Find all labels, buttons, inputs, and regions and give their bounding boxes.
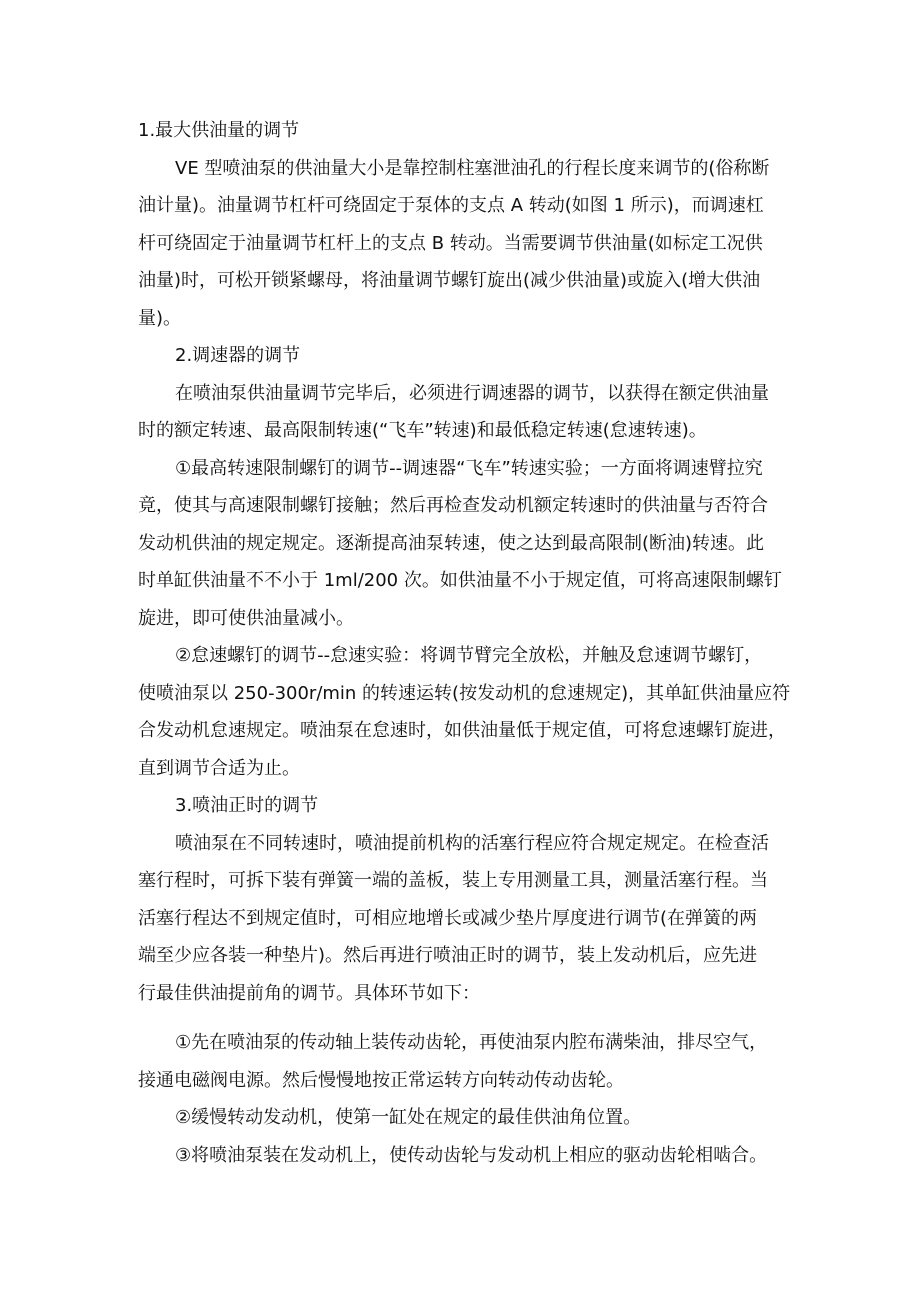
paragraph-line: 发动机供油的规定规定。逐渐提高油泵转速，使之达到最高限制(断油)转速。此 [138,532,765,554]
section-heading: 2.调速器的调节 [175,345,301,366]
paragraph-line: 喷油泵在不同转速时，喷油提前机构的活塞行程应符合规定规定。在检查活 [175,832,769,854]
paragraph-line: 活塞行程达不到规定值时，可相应地增长或减少垫片厚度进行调节(在弹簧的两 [138,907,758,929]
paragraph-line: 旋进，即可使供油量减小。 [138,607,354,629]
paragraph-line: ②怠速螺钉的调节--怠速实验：将调节臂完全放松，并触及怠速调节螺钉， [175,645,763,666]
section-heading: 1.最大供油量的调节 [138,120,300,141]
section-heading: 3.喷油正时的调节 [175,795,319,816]
paragraph-line: 接通电磁阀电源。然后慢慢地按正常运转方向转动传动齿轮。 [138,1069,624,1091]
paragraph-line: 时的额定转速、最高限制转速(“飞车”转速)和最低稳定转速(怠速转速)。 [138,420,707,441]
paragraph-line: ①最高转速限制螺钉的调节--调速器“飞车”转速实验；一方面将调速臂拉究 [175,457,763,479]
paragraph-line: 油计量)。油量调节杠杆可绕固定于泵体的支点 A 转动(如图 1 所示)，而调速杠 [138,195,764,216]
paragraph-line: 直到调节合适为止。 [138,757,300,779]
paragraph-line: ①先在喷油泵的传动轴上装传动齿轮，再使油泵内腔布满柴油，排尽空气， [175,1032,768,1053]
paragraph-line: 油量)时，可松开锁紧螺母，将油量调节螺钉旋出(减少供油量)或旋入(增大供油 [138,270,761,291]
paragraph-line: 在喷油泵供油量调节完毕后，必须进行调速器的调节，以获得在额定供油量 [175,382,769,404]
paragraph-line: 杆可绕固定于油量调节杠杆上的支点 B 转动。当需要调节供油量(如标定工况供 [138,232,763,254]
paragraph-line: 量)。 [138,307,182,329]
paragraph-line: 行最佳供油提前角的调节。具体环节如下： [138,982,480,1004]
paragraph-line: 时单缸供油量不不小于 1ml/200 次。如供油量不小于规定值，可将高速限制螺钉 [138,570,782,591]
document-page [138,112,798,1174]
paragraph-line: ③将喷油泵装在发动机上，使传动齿轮与发动机上相应的驱动齿轮相啮合。 [175,1144,768,1166]
paragraph-line: 端至少应各装一种垫片)。然后再进行喷油正时的调节，装上发动机后，应先进 [138,945,758,966]
paragraph-line: 竟，使其与高速限制螺钉接触；然后再检查发动机额定转速时的供油量与否符合 [138,495,768,516]
paragraph-line: 塞行程时，可拆下装有弹簧一端的盖板，装上专用测量工具，测量活塞行程。当 [138,870,768,891]
paragraph-line: VE 型喷油泵的供油量大小是靠控制柱塞泄油孔的行程长度来调节的(俗称断 [175,157,770,179]
paragraph-line: ②缓慢转动发动机，使第一缸处在规定的最佳供油角位置。 [175,1107,642,1128]
paragraph-line: 使喷油泵以 250-300r/min 的转速运转(按发动机的怠速规定)，其单缸供油量应符 [138,682,791,704]
paragraph-line: 合发动机怠速规定。喷油泵在怠速时，如供油量低于规定值，可将怠速螺钉旋进， [138,720,786,741]
